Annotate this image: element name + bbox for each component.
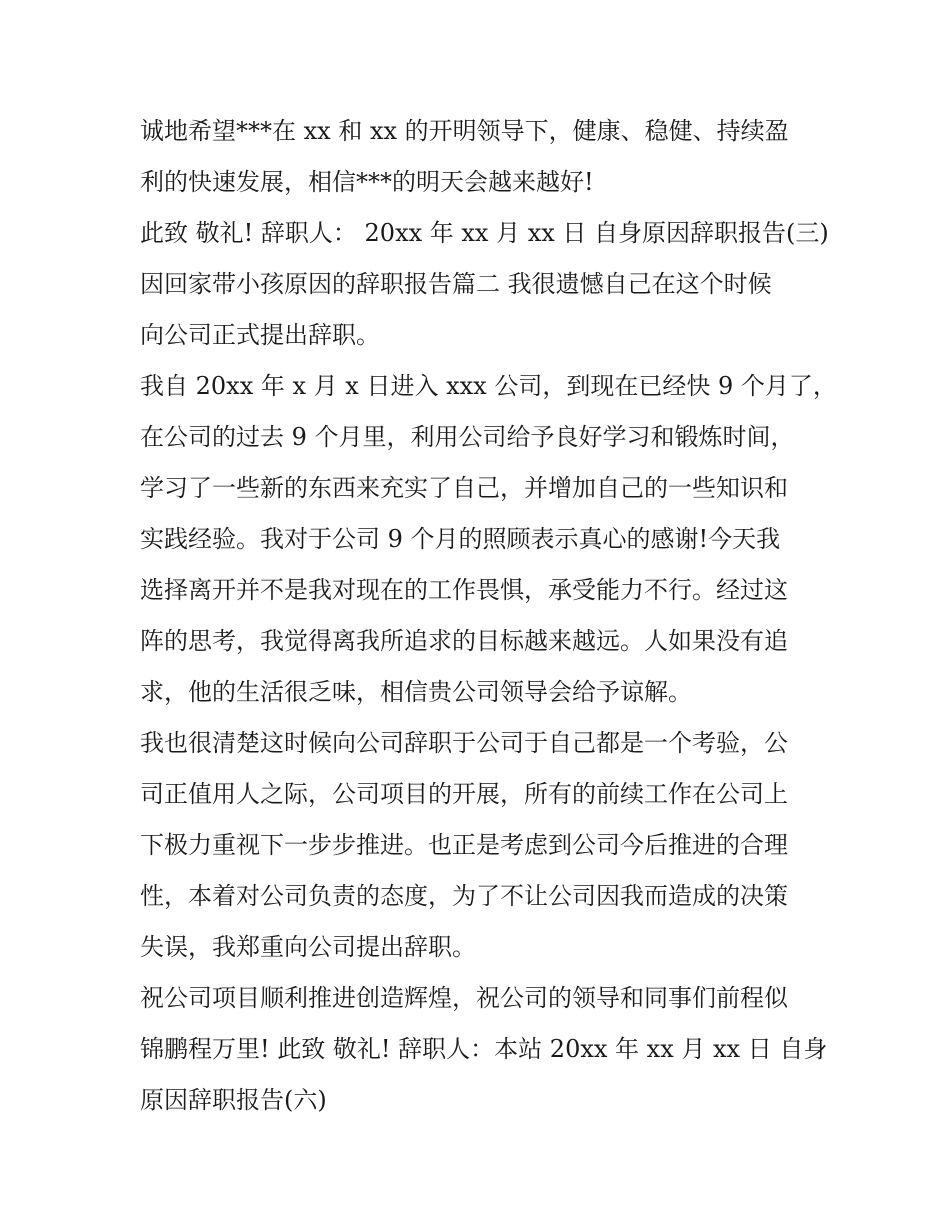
text-line: 向公司正式提出辞职。 bbox=[140, 321, 380, 349]
text-line: 在公司的过去 9 个月里，利用公司给予良好学习和锻炼时间， bbox=[140, 423, 795, 451]
text-line: 失误，我郑重向公司提出辞职。 bbox=[140, 933, 476, 961]
text-line: 原因辞职报告(六) bbox=[140, 1086, 327, 1114]
text-line: 学习了一些新的东西来充实了自己，并增加自己的一些知识和 bbox=[140, 474, 788, 502]
document-body bbox=[140, 106, 837, 1126]
text-line: 下极力重视下一步步推进。也正是考虑到公司今后推进的合理 bbox=[140, 831, 788, 859]
text-line: 我也很清楚这时候向公司辞职于公司于自己都是一个考验，公 bbox=[140, 729, 788, 757]
text-line: 此致 敬礼! 辞职人： 20xx 年 xx 月 xx 日 自身原因辞职报告(三) bbox=[140, 219, 829, 247]
text-line: 我自 20xx 年 x 月 x 日进入 xxx 公司，到现在已经快 9 个月了， bbox=[140, 372, 837, 400]
text-line: 祝公司项目顺利推进创造辉煌，祝公司的领导和同事们前程似 bbox=[140, 984, 788, 1012]
text-line: 阵的思考，我觉得离我所追求的目标越来越远。人如果没有追 bbox=[140, 627, 788, 655]
text-line: 求，他的生活很乏味，相信贵公司领导会给予谅解。 bbox=[140, 678, 692, 706]
text-line: 诚地希望***在 xx 和 xx 的开明领导下，健康、稳健、持续盈 bbox=[140, 117, 789, 145]
text-line: 锦鹏程万里! 此致 敬礼! 辞职人：本站 20xx 年 xx 月 xx 日 自身 bbox=[140, 1035, 828, 1063]
text-line: 性，本着对公司负责的态度，为了不让公司因我而造成的决策 bbox=[140, 882, 788, 910]
text-line: 利的快速发展，相信***的明天会越来越好! bbox=[140, 168, 594, 196]
text-line: 实践经验。我对于公司 9 个月的照顾表示真心的感谢!今天我 bbox=[140, 525, 781, 553]
text-line: 司正值用人之际，公司项目的开展，所有的前续工作在公司上 bbox=[140, 780, 788, 808]
text-line: 因回家带小孩原因的辞职报告篇二 我很遗憾自己在这个时候 bbox=[140, 270, 772, 298]
text-line: 选择离开并不是我对现在的工作畏惧，承受能力不行。经过这 bbox=[140, 576, 788, 604]
